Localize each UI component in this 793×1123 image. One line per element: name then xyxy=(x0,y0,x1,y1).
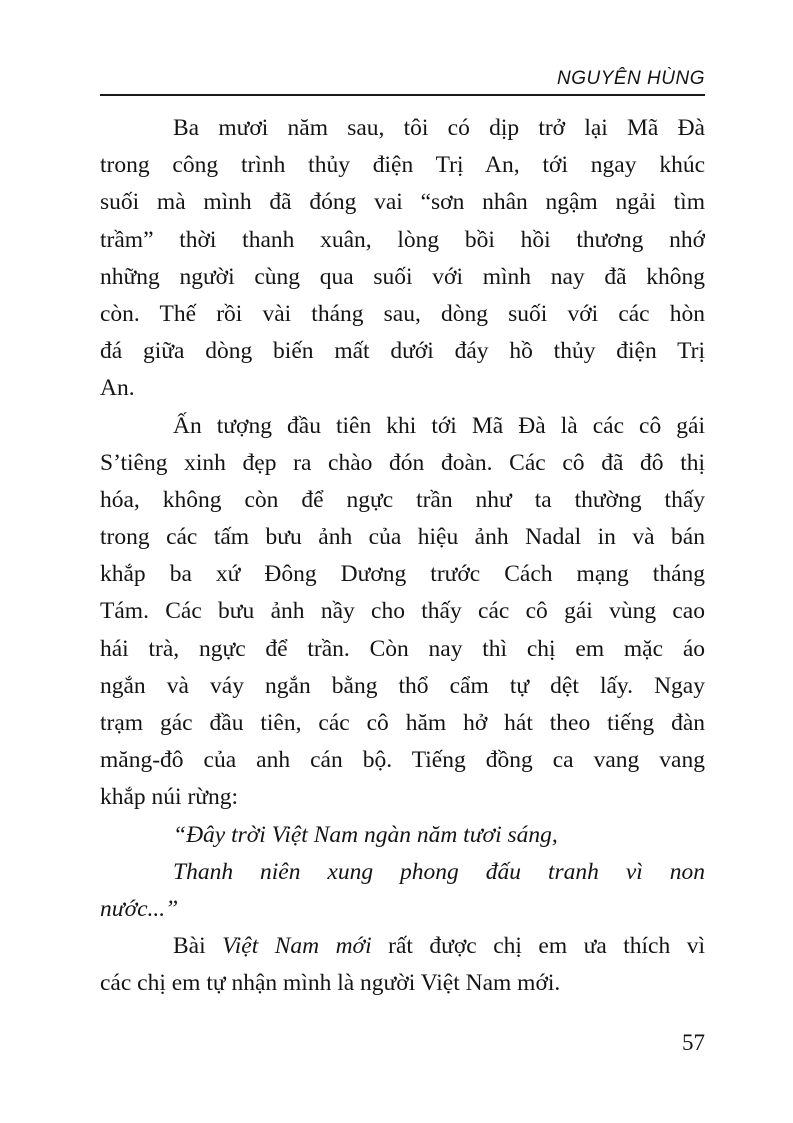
text-line: S’tiêng xinh đẹp ra chào đón đoàn. Các cô đã đô thị xyxy=(100,449,705,476)
text-line: trong các tấm bưu ảnh của hiệu ảnh Nadal in và bán xyxy=(100,524,705,551)
text-line: còn. Thế rồi vài tháng sau, dòng suối với các hòn xyxy=(100,300,705,327)
text-line: Ấn tượng đầu tiên khi tới Mã Đà là các cô gái xyxy=(173,412,705,439)
text-line: khắp ba xứ Đông Dương trước Cách mạng tháng xyxy=(100,561,705,588)
text-line: trầm” thời thanh xuân, lòng bồi hồi thương nhớ xyxy=(100,226,705,253)
text-line: đá giữa dòng biến mất dưới đáy hồ thủy điện Trị xyxy=(100,338,705,365)
body-text xyxy=(100,110,705,1003)
text-line: trạm gác đầu tiên, các cô hăm hở hát theo tiếng đàn xyxy=(100,710,705,736)
song-title: Việt Nam mới xyxy=(222,933,372,960)
song-lyric-line: nước...” xyxy=(100,895,179,922)
text-line: suối mà mình đã đóng vai “sơn nhân ngậm ngải tìm xyxy=(100,189,705,216)
text-line: hóa, không còn để ngực trần như ta thường thấy xyxy=(100,486,705,513)
text-line: Ba mươi năm sau, tôi có dịp trở lại Mã Đà xyxy=(173,115,705,141)
song-lyric-line: “Đây trời Việt Nam ngàn năm tươi sáng, xyxy=(173,821,558,848)
text-line: hái trà, ngực để trần. Còn nay thì chị em mặc áo xyxy=(100,635,705,662)
text-line: khắp núi rừng: xyxy=(100,784,239,811)
text-line: ngắn và váy ngắn bằng thổ cẩm tự dệt lấy. Ngay xyxy=(100,672,705,699)
header-author: NGUYÊN HÙNG xyxy=(556,68,705,89)
text-segment: Bài xyxy=(173,933,223,960)
text-segment: rất được chị em ưa thích vì xyxy=(371,933,705,960)
running-header xyxy=(100,60,705,96)
page-number: 57 xyxy=(682,1030,705,1055)
text-line: các chị em tự nhận mình là người Việt Nam mới. xyxy=(100,970,561,997)
text-line: những người cùng qua suối với mình nay đã không xyxy=(100,263,705,290)
text-line: An. xyxy=(100,375,135,402)
song-lyric-line: Thanh niên xung phong đấu tranh vì non xyxy=(173,858,705,885)
text-line: Tám. Các bưu ảnh nầy cho thấy các cô gái vùng cao xyxy=(100,598,705,625)
text-line-with-title xyxy=(100,928,705,965)
text-line: măng-đô của anh cán bộ. Tiếng đồng ca vang vang xyxy=(100,747,705,774)
text-line: trong công trình thủy điện Trị An, tới ngay khúc xyxy=(100,152,705,179)
